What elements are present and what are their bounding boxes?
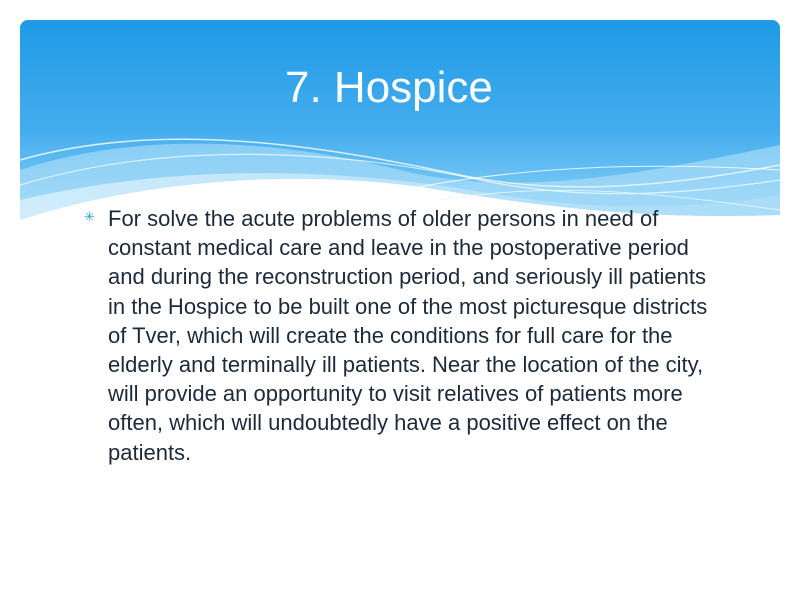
wave-background-graphic bbox=[20, 20, 780, 220]
bullet-text: For solve the acute problems of older persons in need of constant medical care and leave in the postoperative period and during the reconstruction period, and seriously ill patients in the Hospice to be built one of the most picturesque districts of Tver, which will create the conditions for full care for the elderly and terminally ill patients. Near the location of the city, will provide an opportunity to visit relatives of patients more often, which will undoubtedly have a positive effect on the patients. bbox=[108, 206, 708, 465]
bullet-list bbox=[84, 204, 724, 467]
header-banner bbox=[20, 20, 780, 220]
list-item bbox=[84, 204, 724, 467]
slide-title: 7. Hospice bbox=[285, 63, 493, 112]
asterisk-bullet-icon: ✳ bbox=[84, 210, 95, 225]
